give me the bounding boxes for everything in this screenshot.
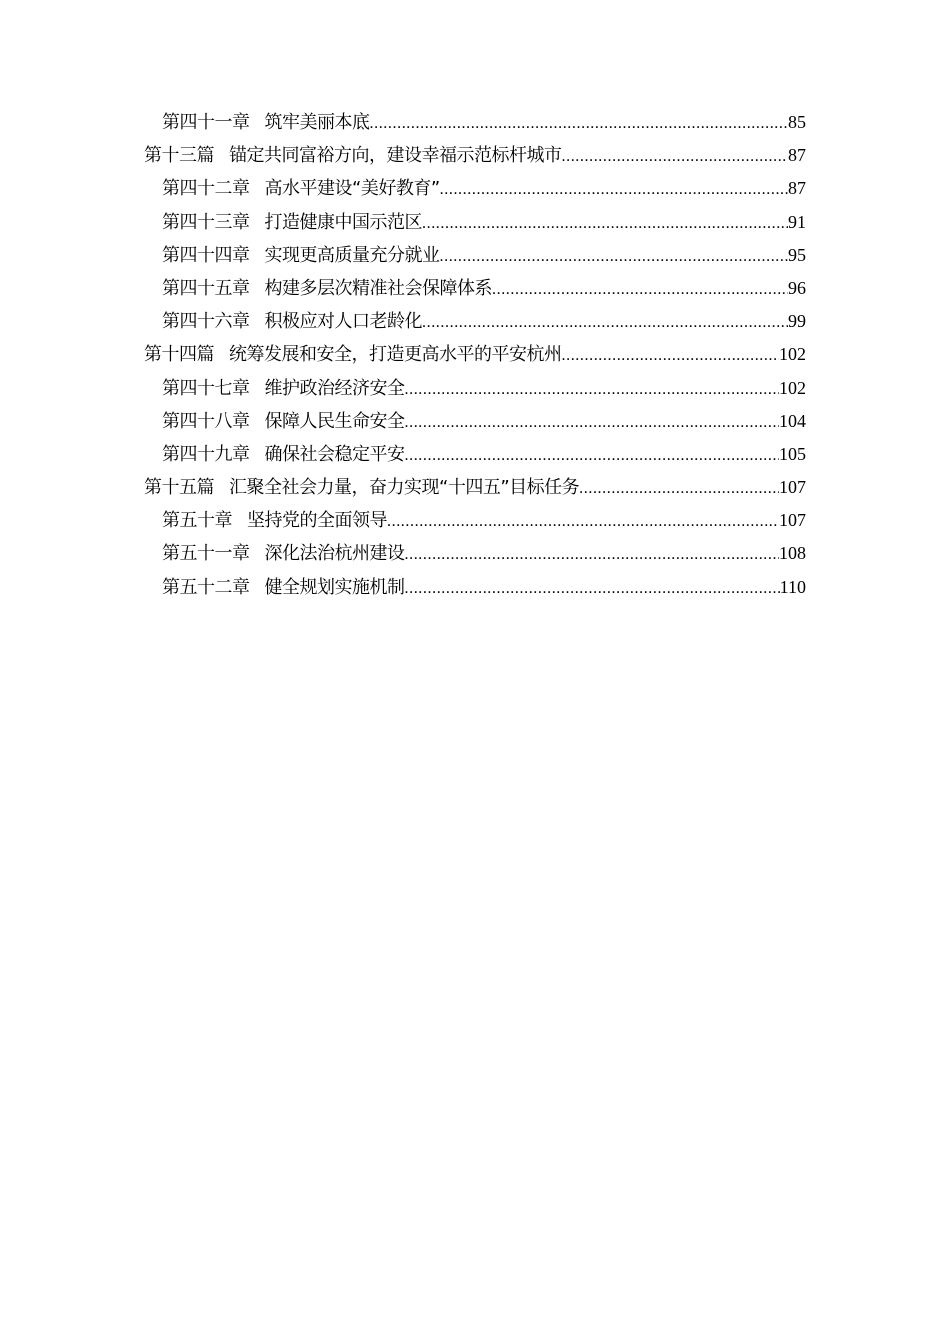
toc-entry[interactable]: [144, 405, 806, 438]
toc-entry-title: [162, 405, 405, 438]
toc-entry[interactable]: [144, 471, 806, 504]
toc-entry-title: [144, 139, 562, 172]
toc-entry-text: 实现更高质量充分就业: [264, 244, 440, 266]
toc-entry[interactable]: [144, 571, 806, 604]
toc-leader-dots: [562, 339, 780, 372]
toc-entry-text: 坚持党的全面领导: [247, 510, 387, 532]
toc-entry-title: [162, 504, 387, 537]
toc-entry-text: 维护政治经济安全: [264, 377, 405, 399]
toc-entry-text: 深化法治杭州建设: [264, 543, 405, 565]
toc-leader-dots: [387, 505, 779, 538]
toc-entry-text: 高水平建设“美好教育”: [264, 178, 440, 200]
toc-page-number: 110: [779, 576, 806, 597]
toc-page-number: 91: [788, 211, 806, 232]
toc-entry-text: 保障人民生命安全: [264, 410, 405, 432]
toc-leader-dots: [405, 406, 780, 439]
toc-entry-number: 第四十一章: [162, 112, 250, 133]
toc-entry-title: [162, 571, 405, 604]
toc-entry-title: [162, 239, 440, 272]
toc-entry[interactable]: [144, 504, 806, 537]
toc-leader-dots: [440, 240, 789, 273]
toc-page-number: 104: [779, 410, 806, 431]
toc-entry-text: 打造健康中国示范区: [264, 211, 422, 233]
toc-leader-dots: [422, 207, 788, 240]
toc-page-number: 102: [779, 344, 806, 365]
toc-entry-number: 第五十章: [162, 510, 232, 532]
toc-entry-text: 汇聚全社会力量，奋力实现“十四五”目标任务: [229, 477, 580, 499]
toc-leader-dots: [422, 306, 788, 339]
toc-entry-title: [162, 172, 440, 205]
toc-leader-dots: [579, 472, 779, 505]
toc-entry-title: [162, 305, 422, 338]
toc-entry-text: 确保社会稳定平安: [264, 443, 405, 465]
toc-entry-title: [144, 471, 579, 504]
toc-entry-title: [162, 537, 405, 570]
toc-entry-title: [162, 206, 422, 239]
toc-page-number: 85: [788, 112, 806, 132]
toc-page-number: 96: [788, 277, 806, 298]
toc-entry[interactable]: [144, 206, 806, 239]
toc-leader-dots: [405, 572, 780, 605]
toc-page-number: 99: [788, 311, 806, 332]
toc-entry[interactable]: [144, 372, 806, 405]
toc-entry[interactable]: [144, 139, 806, 172]
toc-entry-number: 第四十八章: [162, 410, 250, 432]
toc-entry-title: [162, 106, 370, 139]
toc-page-number: 107: [779, 477, 806, 498]
toc-entry-number: 第四十五章: [162, 277, 250, 299]
toc-entry-number: 第十五篇: [144, 477, 214, 499]
toc-entry-number: 第五十二章: [162, 576, 250, 598]
toc-entry[interactable]: [144, 239, 806, 272]
toc-entry-number: 第四十六章: [162, 311, 250, 333]
toc-entry-number: 第十四篇: [144, 344, 214, 366]
toc-entry-title: [162, 272, 492, 305]
toc-entry-text: 积极应对人口老龄化: [264, 311, 422, 333]
toc-leader-dots: [370, 107, 789, 140]
toc-entry-number: 第四十四章: [162, 244, 250, 266]
toc-entry-text: 构建多层次精准社会保障体系: [264, 277, 492, 299]
toc-entry[interactable]: [144, 338, 806, 371]
toc-entry-number: 第四十九章: [162, 443, 250, 465]
toc-entry[interactable]: [144, 438, 806, 471]
toc-entry-text: 健全规划实施机制: [264, 576, 405, 598]
toc-entry-number: 第四十二章: [162, 178, 250, 200]
toc-page-number: 87: [788, 178, 806, 199]
toc-page-number: 105: [779, 443, 806, 464]
toc-entry[interactable]: [144, 272, 806, 305]
toc-leader-dots: [405, 538, 780, 571]
toc-leader-dots: [405, 439, 780, 472]
toc-page-number: 107: [779, 510, 806, 531]
toc-entry-number: 第十三篇: [144, 145, 214, 167]
toc-entry-text: 锚定共同富裕方向，建设幸福示范标杆城市: [229, 145, 562, 167]
toc-page-number: 87: [788, 145, 806, 166]
toc-entry-title: [162, 372, 405, 405]
toc-leader-dots: [492, 273, 788, 306]
toc-leader-dots: [440, 173, 788, 206]
toc-entry-title: [144, 338, 562, 371]
toc-entry-title: [162, 438, 405, 471]
toc-entry[interactable]: [144, 106, 806, 139]
toc-page-number: 108: [779, 543, 806, 564]
toc-entry[interactable]: [144, 537, 806, 570]
toc-entry-number: 第五十一章: [162, 543, 250, 565]
toc-page-number: 95: [788, 244, 806, 265]
table-of-contents: [144, 106, 806, 604]
toc-entry[interactable]: [144, 305, 806, 338]
toc-page-number: 102: [779, 377, 806, 398]
toc-leader-dots: [405, 373, 780, 406]
toc-entry-text: 统筹发展和安全，打造更高水平的平安杭州: [229, 344, 562, 366]
toc-leader-dots: [562, 140, 789, 173]
toc-entry-number: 第四十七章: [162, 377, 250, 399]
toc-entry-text: 筑牢美丽本底: [264, 112, 370, 133]
toc-entry-number: 第四十三章: [162, 211, 250, 233]
toc-entry[interactable]: [144, 172, 806, 205]
